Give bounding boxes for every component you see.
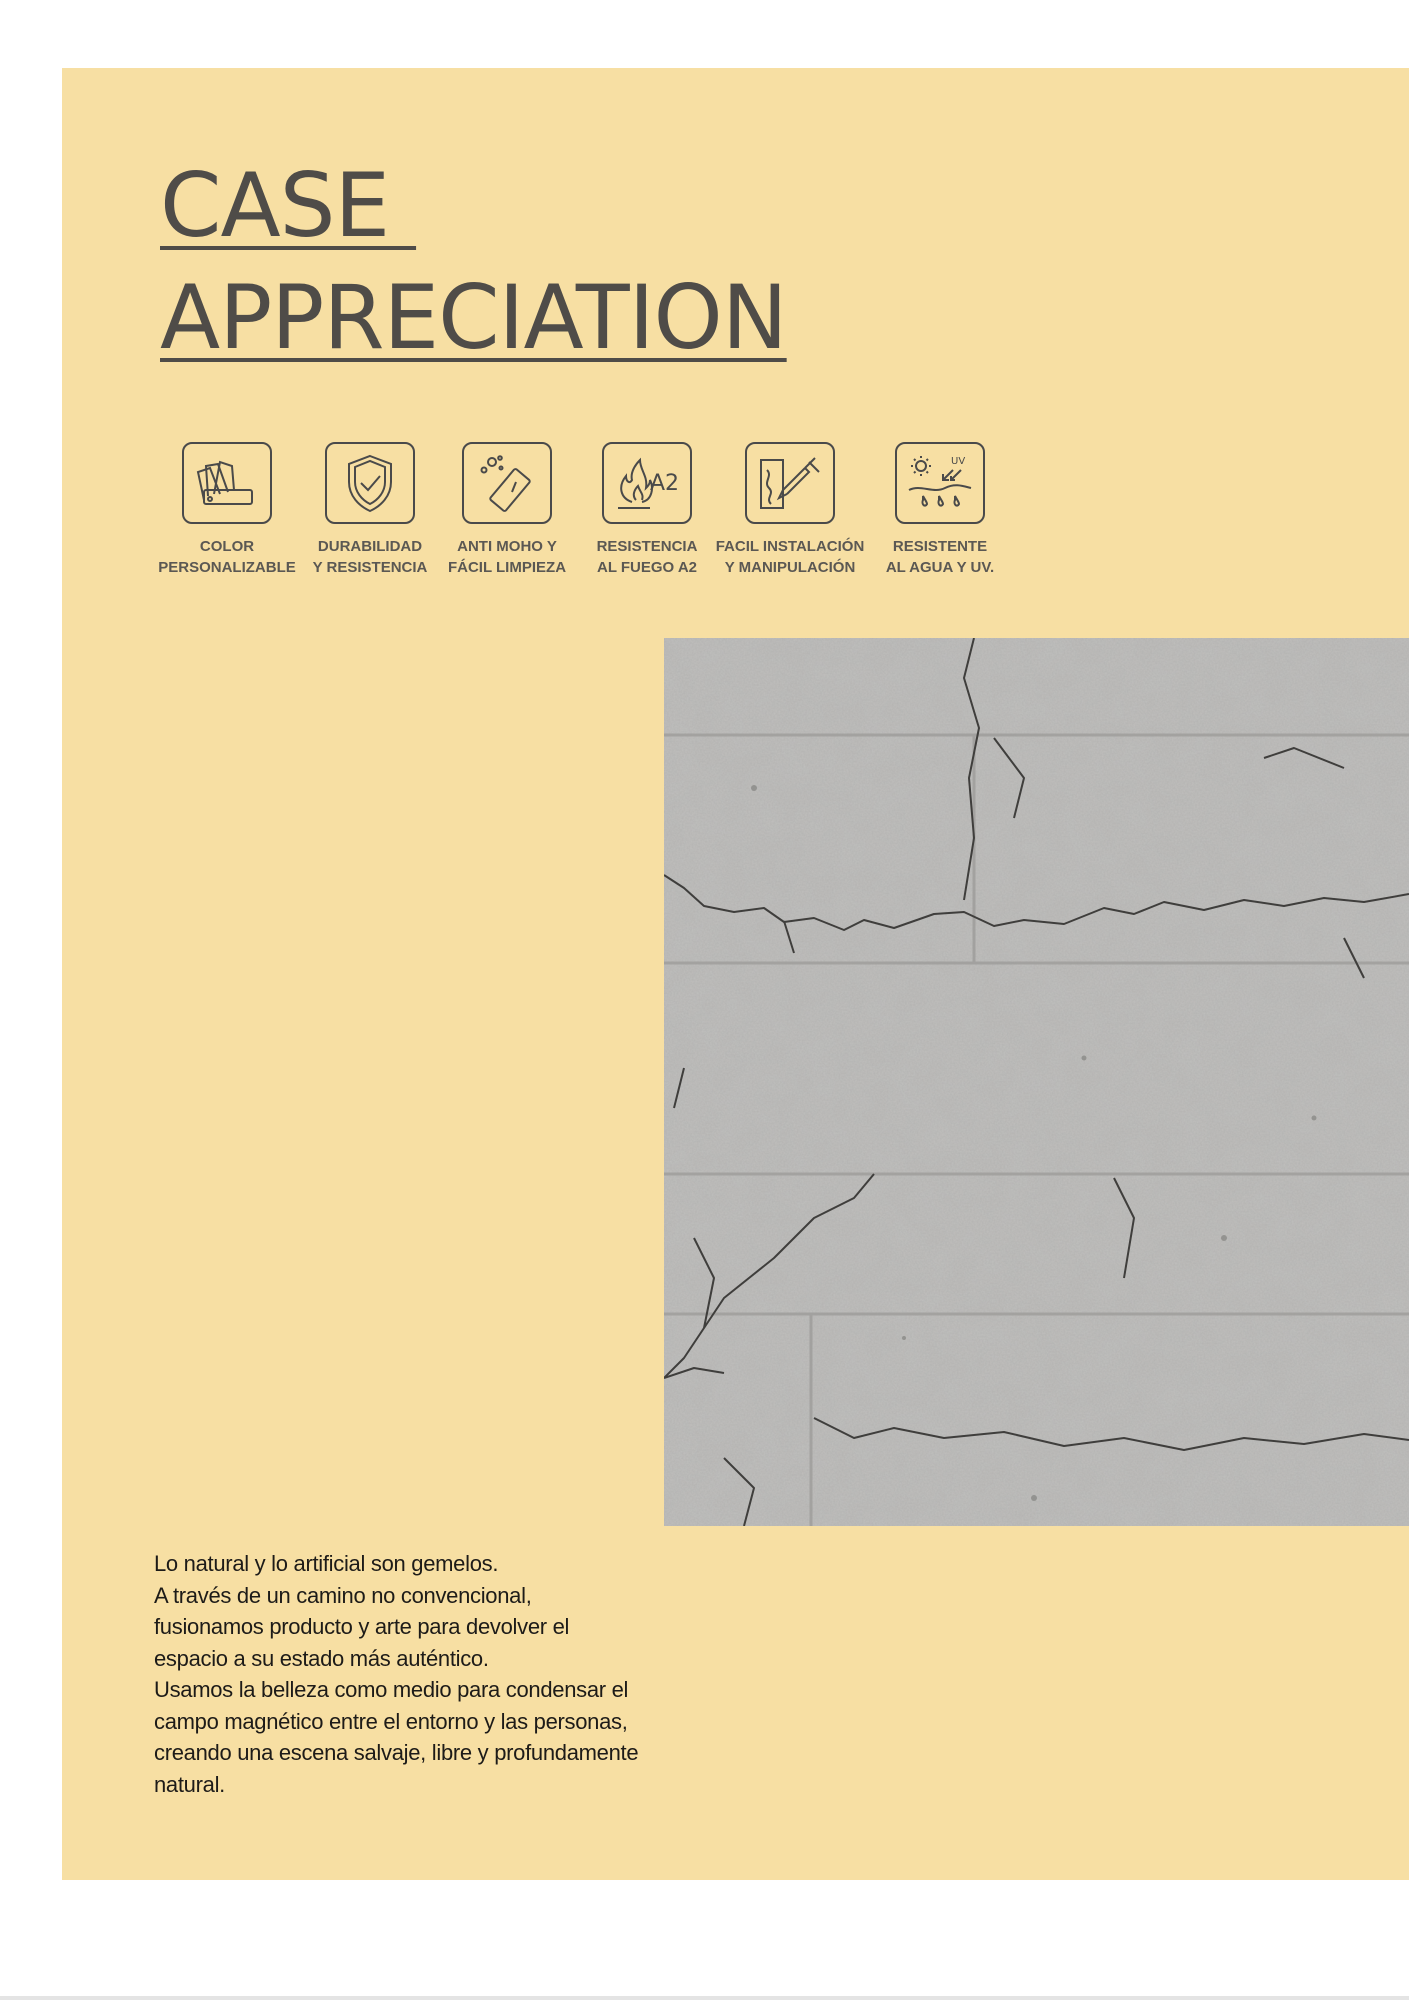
page-bottom-edge <box>0 1996 1409 2000</box>
water-uv-icon-text: UV <box>951 456 966 467</box>
description-line-1: Lo natural y lo artificial son gemelos. <box>154 1551 499 1576</box>
description-line-3: fusionamos producto y arte para devolver el <box>154 1614 570 1639</box>
title-line-2: APPRECIATION <box>160 266 787 369</box>
feature-water-uv-line-1: RESISTENTE <box>892 538 988 555</box>
feature-fire-label <box>572 536 722 578</box>
description-line-7: creando una escena salvaje, libre y profundamente <box>154 1740 639 1765</box>
feature-anti-mold-line-1: ANTI MOHO Y <box>457 538 557 555</box>
description-line-5: Usamos la belleza como medio para condensar el <box>154 1677 629 1702</box>
feature-fire-line-1: RESISTENCIA <box>596 538 698 555</box>
feature-color-line-2: PERSONALIZABLE <box>158 559 296 576</box>
fire-a2-icon-text: A2 <box>650 471 680 496</box>
feature-color <box>152 440 302 578</box>
feature-color-line-1: COLOR <box>199 538 255 555</box>
description-line-6: campo magnético entre el entorno y las personas, <box>154 1708 628 1734</box>
feature-installation-label <box>715 536 865 578</box>
anti-mold-icon <box>462 442 552 524</box>
fire-a2-icon <box>602 442 692 524</box>
feature-water-uv-label <box>865 536 1015 578</box>
color-swatch-icon <box>182 442 272 524</box>
feature-durability-line-2: Y RESISTENCIA <box>312 559 428 576</box>
page-title <box>160 150 787 374</box>
feature-color-label <box>152 536 302 578</box>
shield-check-icon <box>325 442 415 524</box>
feature-durability <box>295 440 445 578</box>
title-line-1: CASE <box>160 154 417 257</box>
feature-icons-row <box>160 440 1020 590</box>
feature-anti-mold-line-2: FÁCIL LIMPIEZA <box>447 559 567 576</box>
concrete-wall-image <box>664 638 1409 1526</box>
description-paragraph <box>154 1548 674 1800</box>
installation-icon <box>745 442 835 524</box>
feature-anti-mold-label <box>432 536 582 578</box>
feature-installation-line-2: Y MANIPULACIÓN <box>724 559 856 576</box>
description-line-8: natural. <box>154 1771 225 1797</box>
feature-installation-line-1: FACIL INSTALACIÓN <box>715 538 865 555</box>
feature-durability-label <box>295 536 445 578</box>
description-line-4: espacio a su estado más auténtico. <box>154 1645 489 1671</box>
feature-water-uv-line-2: AL AGUA Y UV. <box>885 559 995 576</box>
feature-installation <box>715 440 865 578</box>
feature-anti-mold <box>432 440 582 578</box>
water-uv-icon <box>895 442 985 524</box>
description-line-2: A través de un camino no convencional, <box>154 1582 532 1608</box>
feature-durability-line-1: DURABILIDAD <box>317 538 423 555</box>
feature-water-uv <box>865 440 1015 578</box>
feature-fire-line-2: AL FUEGO A2 <box>596 559 697 576</box>
feature-fire <box>572 440 722 578</box>
